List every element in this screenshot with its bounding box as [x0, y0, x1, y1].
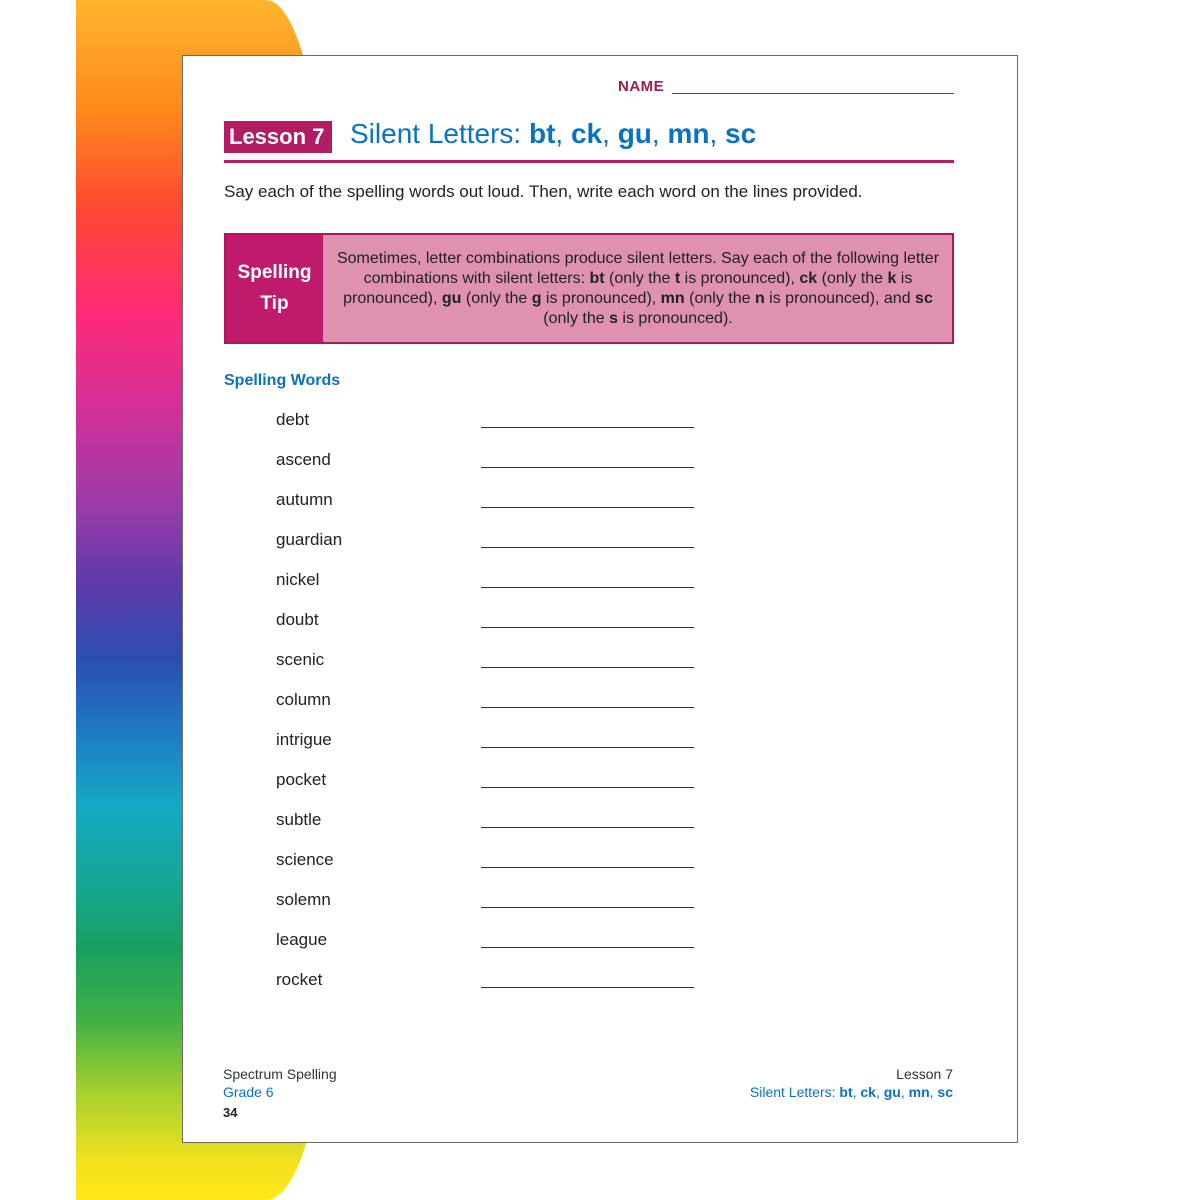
spelling-word: column	[276, 690, 331, 709]
footer-lesson: Lesson 7	[896, 1066, 953, 1082]
writing-line[interactable]	[481, 427, 694, 428]
spelling-word: pocket	[276, 770, 327, 789]
spelling-word: autumn	[276, 490, 333, 509]
writing-line[interactable]	[481, 827, 694, 828]
spelling-word: guardian	[276, 530, 343, 549]
name-label: NAME	[618, 78, 665, 95]
combo-ck: ck	[570, 118, 603, 149]
combo-sc: sc	[725, 118, 757, 149]
spelling-word: solemn	[276, 890, 331, 909]
writing-line[interactable]	[481, 587, 694, 588]
name-field-line[interactable]	[672, 93, 954, 94]
spelling-word: league	[276, 930, 328, 949]
writing-line[interactable]	[481, 707, 694, 708]
writing-line[interactable]	[481, 867, 694, 868]
spelling-word: doubt	[276, 610, 319, 629]
writing-line[interactable]	[481, 747, 694, 748]
writing-line[interactable]	[481, 787, 694, 788]
writing-line[interactable]	[481, 507, 694, 508]
spelling-tip-text: Sometimes, letter combinations produce silent letters. Say each of the following letter combinations with silent letters: bt (only the t is pronounced), ck (only the k is pronounced), gu (only the g is pronounced), mn (only the n is pronounced), and sc (only the s is pronounced).	[336, 250, 940, 327]
spelling-word: ascend	[276, 450, 331, 469]
lesson-title: Silent Letters: bt, ck, gu, mn, sc	[350, 118, 757, 149]
lesson-badge: Lesson 7	[224, 121, 332, 153]
spelling-word: subtle	[276, 810, 322, 829]
spelling-word: rocket	[276, 970, 323, 989]
spelling-word: intrigue	[276, 730, 332, 749]
writing-line[interactable]	[481, 467, 694, 468]
writing-line[interactable]	[481, 947, 694, 948]
spelling-word: scenic	[276, 650, 325, 669]
combo-gu: gu	[617, 118, 652, 149]
writing-line[interactable]	[481, 627, 694, 628]
writing-line[interactable]	[481, 547, 694, 548]
footer-topic: Silent Letters: bt, ck, gu, mn, sc	[749, 1084, 953, 1100]
spelling-word: science	[276, 850, 334, 869]
lesson-title-prefix: Silent Letters:	[350, 118, 522, 149]
writing-line[interactable]	[481, 907, 694, 908]
spelling-words-heading: Spelling Words	[224, 372, 341, 389]
footer-grade: Grade 6	[223, 1084, 274, 1100]
writing-line[interactable]	[481, 667, 694, 668]
spelling-tip-label: Spelling Tip	[226, 235, 323, 342]
spelling-tip-box	[224, 233, 954, 344]
instructions: Say each of the spelling words out loud. Then, write each word on the lines provided.	[224, 182, 863, 201]
page-number: 34	[223, 1105, 238, 1120]
worksheet-page	[182, 55, 1018, 1143]
spelling-word: nickel	[276, 570, 320, 589]
combo-mn: mn	[667, 118, 710, 149]
writing-line[interactable]	[481, 987, 694, 988]
combo-bt: bt	[528, 118, 556, 149]
footer-book-title: Spectrum Spelling	[223, 1066, 337, 1082]
spelling-word: debt	[276, 410, 310, 429]
title-divider	[224, 160, 954, 163]
